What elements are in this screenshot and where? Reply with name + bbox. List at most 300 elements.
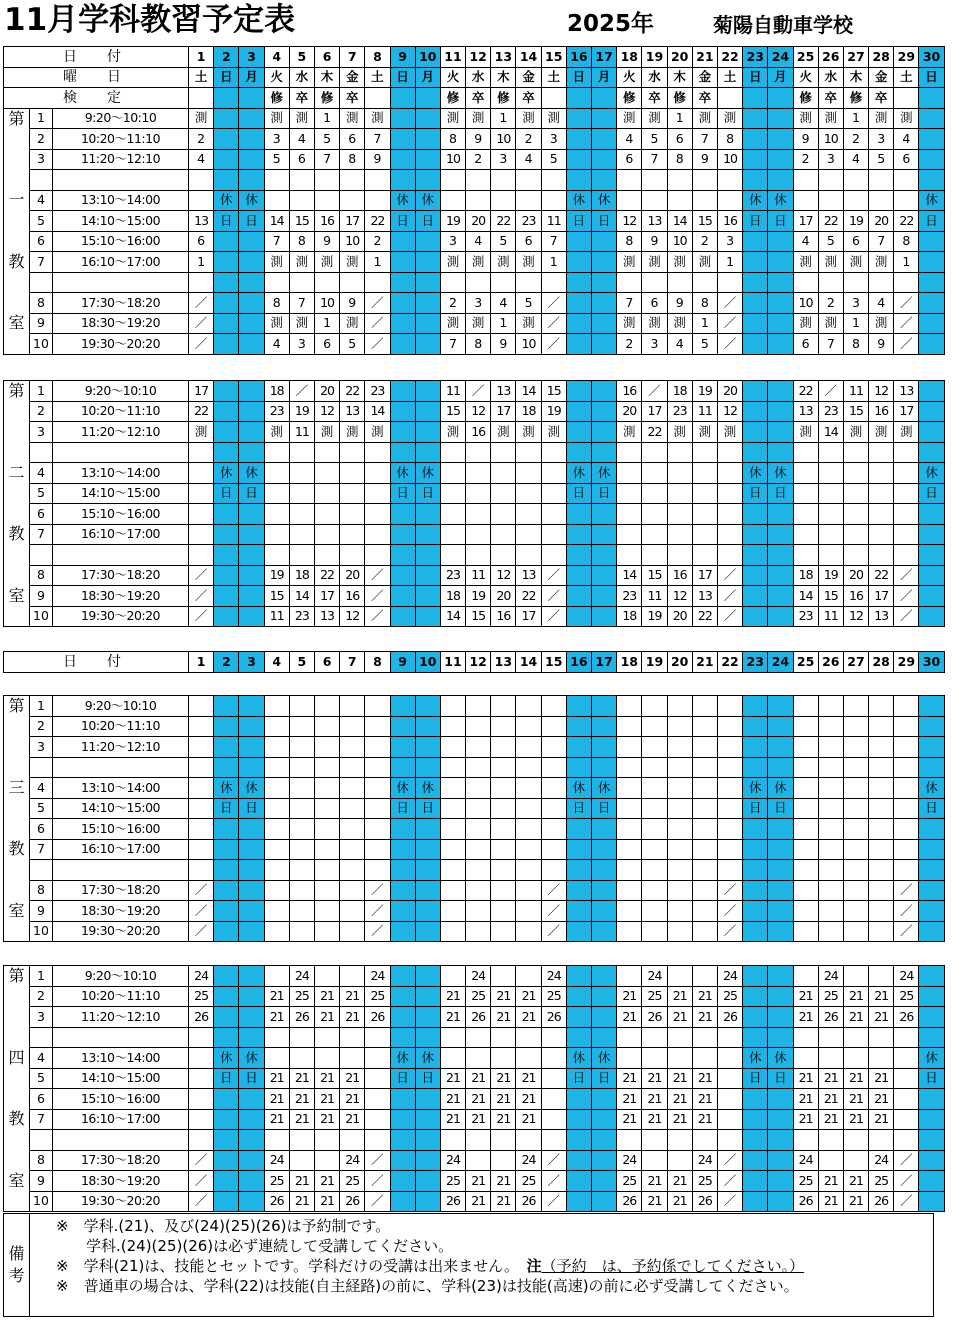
schedule-cell: 26 <box>264 1191 289 1212</box>
period-number: 8 <box>30 880 53 901</box>
gap-cell <box>566 1130 591 1151</box>
schedule-cell <box>214 1109 239 1130</box>
schedule-cell <box>592 565 617 586</box>
schedule-cell: 8 <box>440 129 465 150</box>
schedule-cell: 21 <box>516 1089 541 1110</box>
gap-cell <box>314 545 339 566</box>
schedule-cell <box>541 1089 566 1110</box>
schedule-cell <box>541 504 566 525</box>
schedule-cell <box>843 716 868 737</box>
schedule-cell <box>314 901 339 922</box>
schedule-cell <box>768 108 793 129</box>
schedule-cell <box>390 313 415 334</box>
schedule-cell <box>592 921 617 942</box>
date-row-cell: 22 <box>717 652 742 673</box>
gap-cell <box>592 272 617 293</box>
schedule-cell: 10 <box>516 334 541 355</box>
schedule-cell: 1 <box>365 252 390 273</box>
schedule-cell <box>566 149 591 170</box>
schedule-cell <box>869 901 894 922</box>
gap-cell <box>592 860 617 881</box>
schedule-cell <box>919 149 944 170</box>
schedule-cell <box>365 819 390 840</box>
schedule-cell <box>289 483 314 504</box>
remark-line: ※ 普通車の場合は、学科(22)は技能(自主経路)の前に、学科(23)は技能(高速)の前に必ず受講してください。 <box>56 1277 799 1295</box>
schedule-cell <box>869 504 894 525</box>
schedule-cell: 5 <box>314 129 339 150</box>
schedule-cell: 24 <box>818 966 843 987</box>
schedule-cell <box>894 463 919 484</box>
gap-cell <box>793 1130 818 1151</box>
schedule-cell: 20 <box>340 565 365 586</box>
period-time: 10:20～11:10 <box>53 129 189 150</box>
schedule-cell <box>793 839 818 860</box>
schedule-cell: 測 <box>667 422 692 443</box>
schedule-cell <box>692 483 717 504</box>
schedule-cell <box>818 1150 843 1171</box>
gap-row <box>4 757 945 778</box>
schedule-cell <box>692 921 717 942</box>
gap-cell <box>717 1130 742 1151</box>
schedule-cell <box>516 737 541 758</box>
schedule-cell <box>541 190 566 211</box>
date-row-cell: 25 <box>793 47 818 68</box>
schedule-cell <box>869 778 894 799</box>
gap-cell <box>894 272 919 293</box>
schedule-cell <box>566 586 591 607</box>
room-label-cell <box>4 170 30 191</box>
schedule-cell <box>314 966 339 987</box>
gap-cell <box>314 272 339 293</box>
schedule-cell: 14 <box>818 422 843 443</box>
schedule-cell: 日 <box>239 483 264 504</box>
date-row-cell: 28 <box>869 47 894 68</box>
schedule-cell: 測 <box>289 313 314 334</box>
schedule-cell <box>214 108 239 129</box>
schedule-cell <box>919 504 944 525</box>
schedule-cell <box>415 1109 440 1130</box>
schedule-cell <box>692 880 717 901</box>
schedule-cell: 19 <box>692 381 717 402</box>
period-time: 16:10～17:00 <box>53 1109 189 1130</box>
gap-cell <box>617 442 642 463</box>
schedule-cell: 測 <box>340 422 365 443</box>
schedule-cell: 15 <box>289 211 314 232</box>
schedule-cell <box>717 798 742 819</box>
schedule-cell: 測 <box>793 313 818 334</box>
weekday-row-cell: 金 <box>516 67 541 88</box>
schedule-cell: 21 <box>793 1068 818 1089</box>
schedule-cell: 日 <box>239 211 264 232</box>
gap-cell <box>818 170 843 191</box>
schedule-cell: 測 <box>466 252 491 273</box>
period-row <box>4 334 945 355</box>
gap-cell <box>793 545 818 566</box>
gap-cell <box>340 170 365 191</box>
schedule-cell <box>617 819 642 840</box>
gap-cell <box>53 860 189 881</box>
date-row <box>4 47 945 68</box>
date-row-cell: 29 <box>894 652 919 673</box>
schedule-cell: 22 <box>516 586 541 607</box>
schedule-cell <box>617 778 642 799</box>
gap-cell <box>340 442 365 463</box>
inspection-row-cell: 修 <box>793 88 818 109</box>
gap-cell <box>566 442 591 463</box>
gap-cell <box>541 170 566 191</box>
schedule-cell <box>214 880 239 901</box>
schedule-cell <box>566 565 591 586</box>
schedule-cell: 11 <box>843 381 868 402</box>
schedule-cell <box>642 716 667 737</box>
schedule-cell <box>768 524 793 545</box>
schedule-cell <box>566 966 591 987</box>
schedule-cell: 測 <box>894 108 919 129</box>
gap-cell <box>843 170 868 191</box>
schedule-cell: ／ <box>365 334 390 355</box>
schedule-cell: 休 <box>239 190 264 211</box>
gap-cell <box>894 1027 919 1048</box>
schedule-cell <box>239 334 264 355</box>
schedule-cell: 22 <box>314 565 339 586</box>
schedule-cell <box>592 313 617 334</box>
date-row-cell: 16 <box>566 652 591 673</box>
schedule-cell <box>592 819 617 840</box>
gap-cell <box>491 1130 516 1151</box>
gap-cell <box>264 757 289 778</box>
schedule-cell <box>566 252 591 273</box>
schedule-cell <box>566 921 591 942</box>
schedule-cell: 2 <box>818 293 843 314</box>
schedule-cell: 休 <box>415 190 440 211</box>
schedule-cell <box>743 880 768 901</box>
schedule-cell: 休 <box>566 778 591 799</box>
schedule-cell <box>189 1089 214 1110</box>
schedule-cell <box>717 1089 742 1110</box>
period-row <box>4 504 945 525</box>
schedule-cell <box>541 483 566 504</box>
schedule-cell: 11 <box>466 565 491 586</box>
schedule-cell <box>415 1150 440 1171</box>
room-label-char: 第 <box>4 381 30 402</box>
room-label-cell <box>4 798 30 819</box>
schedule-cell: 日 <box>743 483 768 504</box>
weekday-row-cell: 月 <box>415 67 440 88</box>
period-number: 10 <box>30 334 53 355</box>
schedule-cell: 15 <box>692 211 717 232</box>
gap-cell <box>566 1027 591 1048</box>
schedule-cell <box>365 1089 390 1110</box>
schedule-cell: 21 <box>692 986 717 1007</box>
weekday-row-cell: 火 <box>264 67 289 88</box>
date-row-cell: 15 <box>541 652 566 673</box>
gap-cell <box>30 170 53 191</box>
schedule-cell: 1 <box>491 108 516 129</box>
schedule-cell: 25 <box>289 986 314 1007</box>
schedule-cell: 3 <box>466 293 491 314</box>
schedule-cell <box>289 798 314 819</box>
schedule-cell: 日 <box>566 483 591 504</box>
schedule-cell: ／ <box>894 1171 919 1192</box>
schedule-cell <box>717 190 742 211</box>
schedule-cell: 26 <box>289 1007 314 1028</box>
gap-cell <box>717 1027 742 1048</box>
schedule-cell <box>390 401 415 422</box>
gap-cell <box>214 442 239 463</box>
schedule-cell: 測 <box>667 252 692 273</box>
schedule-cell: 休 <box>743 463 768 484</box>
gap-cell <box>440 170 465 191</box>
schedule-cell: 21 <box>314 1109 339 1130</box>
period-row <box>4 798 945 819</box>
schedule-cell: 2 <box>617 334 642 355</box>
schedule-cell: 18 <box>264 381 289 402</box>
schedule-cell: 日 <box>415 798 440 819</box>
schedule-cell: 16 <box>491 606 516 627</box>
schedule-cell <box>592 231 617 252</box>
schedule-cell: 休 <box>390 778 415 799</box>
schedule-cell: 日 <box>743 1068 768 1089</box>
schedule-cell: 測 <box>440 108 465 129</box>
schedule-cell: 21 <box>843 1109 868 1130</box>
period-number: 7 <box>30 839 53 860</box>
gap-cell <box>869 272 894 293</box>
schedule-cell: 17 <box>894 401 919 422</box>
schedule-cell: ／ <box>541 901 566 922</box>
room-label-cell <box>4 986 30 1007</box>
gap-cell <box>717 442 742 463</box>
period-number: 7 <box>30 524 53 545</box>
schedule-cell: 21 <box>843 1171 868 1192</box>
schedule-cell <box>869 696 894 717</box>
schedule-cell: 8 <box>717 129 742 150</box>
date-row-cell: 20 <box>667 47 692 68</box>
gap-row <box>4 545 945 566</box>
inspection-row-cell <box>390 88 415 109</box>
gap-cell <box>743 860 768 881</box>
schedule-cell <box>289 901 314 922</box>
schedule-cell <box>667 716 692 737</box>
schedule-cell <box>365 798 390 819</box>
schedule-cell <box>919 819 944 840</box>
inspection-row-cell: 卒 <box>289 88 314 109</box>
schedule-cell <box>466 483 491 504</box>
schedule-cell <box>642 737 667 758</box>
schedule-cell <box>843 504 868 525</box>
schedule-cell <box>869 524 894 545</box>
date-row-cell: 18 <box>617 652 642 673</box>
schedule-cell: 11 <box>289 422 314 443</box>
schedule-cell <box>818 524 843 545</box>
inspection-row-label: 検 定 <box>4 88 189 109</box>
gap-cell <box>818 1027 843 1048</box>
schedule-cell: 8 <box>843 334 868 355</box>
period-time: 17:30～18:20 <box>53 880 189 901</box>
schedule-cell <box>743 381 768 402</box>
schedule-cell <box>289 737 314 758</box>
schedule-cell: 5 <box>516 293 541 314</box>
schedule-cell <box>566 1089 591 1110</box>
period-row <box>4 1150 945 1171</box>
weekday-row-cell: 水 <box>818 67 843 88</box>
schedule-cell: 10 <box>340 231 365 252</box>
schedule-cell <box>894 737 919 758</box>
schedule-cell: 12 <box>314 401 339 422</box>
schedule-cell: 日 <box>566 798 591 819</box>
schedule-cell <box>743 334 768 355</box>
date-row-cell: 30 <box>919 652 944 673</box>
schedule-cell <box>491 737 516 758</box>
schedule-cell: 6 <box>642 293 667 314</box>
schedule-cell <box>415 108 440 129</box>
schedule-cell: 休 <box>239 778 264 799</box>
room-label-char: 教 <box>4 252 30 273</box>
schedule-cell <box>768 1089 793 1110</box>
schedule-cell: 21 <box>667 1109 692 1130</box>
schedule-cell <box>919 839 944 860</box>
gap-cell <box>743 545 768 566</box>
schedule-cell <box>440 716 465 737</box>
schedule-cell <box>289 839 314 860</box>
schedule-cell <box>214 737 239 758</box>
period-number: 5 <box>30 483 53 504</box>
schedule-cell <box>340 819 365 840</box>
schedule-cell: 9 <box>340 293 365 314</box>
gap-cell <box>869 757 894 778</box>
schedule-cell <box>919 606 944 627</box>
room-label-char: 四 <box>4 1048 30 1069</box>
schedule-cell: ／ <box>717 880 742 901</box>
gap-cell <box>189 545 214 566</box>
schedule-cell: 4 <box>793 231 818 252</box>
schedule-cell: 21 <box>340 1068 365 1089</box>
schedule-cell <box>869 483 894 504</box>
schedule-cell <box>667 483 692 504</box>
schedule-cell <box>566 716 591 737</box>
remark-line: 学科.(24)(25)(26)は必ず連続して受講してください。 <box>56 1237 454 1255</box>
schedule-cell: 24 <box>869 1150 894 1171</box>
schedule-cell: 測 <box>440 422 465 443</box>
schedule-cell <box>566 1007 591 1028</box>
gap-cell <box>289 170 314 191</box>
schedule-cell <box>516 1048 541 1069</box>
schedule-cell <box>189 819 214 840</box>
schedule-cell: 測 <box>642 252 667 273</box>
gap-cell <box>365 1027 390 1048</box>
gap-cell <box>340 272 365 293</box>
schedule-cell <box>289 921 314 942</box>
schedule-cell: 測 <box>365 108 390 129</box>
gap-cell <box>239 860 264 881</box>
schedule-cell <box>516 880 541 901</box>
period-time: 18:30～19:20 <box>53 901 189 922</box>
gap-cell <box>365 757 390 778</box>
schedule-cell <box>365 190 390 211</box>
period-number: 3 <box>30 422 53 443</box>
room-label-cell <box>4 401 30 422</box>
schedule-cell <box>843 819 868 840</box>
schedule-cell <box>566 313 591 334</box>
schedule-cell: 5 <box>541 149 566 170</box>
gap-cell <box>466 1027 491 1048</box>
schedule-cell: 測 <box>340 313 365 334</box>
schedule-cell: 21 <box>491 1007 516 1028</box>
schedule-cell <box>566 819 591 840</box>
schedule-cell: 15 <box>843 401 868 422</box>
schedule-cell <box>365 1109 390 1130</box>
date-row-cell: 23 <box>743 47 768 68</box>
schedule-cell: 2 <box>516 129 541 150</box>
schedule-cell: 休 <box>768 190 793 211</box>
schedule-cell <box>466 798 491 819</box>
schedule-cell <box>415 524 440 545</box>
schedule-cell: 17 <box>642 401 667 422</box>
room-label-char: 教 <box>4 839 30 860</box>
schedule-cell: ／ <box>717 334 742 355</box>
schedule-cell: ／ <box>541 293 566 314</box>
schedule-cell: 26 <box>340 1191 365 1212</box>
date-strip-table <box>3 651 945 673</box>
period-time: 18:30～19:20 <box>53 586 189 607</box>
gap-cell <box>743 442 768 463</box>
schedule-cell <box>692 901 717 922</box>
schedule-cell: 3 <box>869 129 894 150</box>
gap-cell <box>743 272 768 293</box>
gap-cell <box>289 757 314 778</box>
schedule-cell <box>466 1150 491 1171</box>
schedule-cell <box>642 483 667 504</box>
period-row <box>4 819 945 840</box>
period-number: 6 <box>30 504 53 525</box>
period-row <box>4 108 945 129</box>
schedule-cell <box>894 1109 919 1130</box>
schedule-cell <box>592 381 617 402</box>
inspection-row-cell: 修 <box>264 88 289 109</box>
schedule-cell <box>289 716 314 737</box>
gap-cell <box>239 1027 264 1048</box>
schedule-cell: 休 <box>919 778 944 799</box>
gap-cell <box>264 1027 289 1048</box>
gap-cell <box>617 545 642 566</box>
schedule-cell: 14 <box>289 586 314 607</box>
schedule-cell: 7 <box>289 293 314 314</box>
schedule-cell: 測 <box>189 422 214 443</box>
gap-cell <box>289 860 314 881</box>
schedule-cell <box>541 1068 566 1089</box>
schedule-cell: 14 <box>440 606 465 627</box>
schedule-cell: 21 <box>440 1068 465 1089</box>
schedule-cell: 日 <box>390 483 415 504</box>
period-row <box>4 1068 945 1089</box>
period-time: 16:10～17:00 <box>53 839 189 860</box>
schedule-cell: 9 <box>793 129 818 150</box>
schedule-cell <box>491 839 516 860</box>
schedule-cell <box>894 524 919 545</box>
period-time: 15:10～16:00 <box>53 504 189 525</box>
schedule-cell: 21 <box>869 1109 894 1130</box>
gap-cell <box>415 1027 440 1048</box>
period-number: 2 <box>30 716 53 737</box>
date-row-cell: 27 <box>843 47 868 68</box>
room-label-cell <box>4 422 30 443</box>
period-row <box>4 231 945 252</box>
schedule-cell <box>440 1048 465 1069</box>
schedule-cell: 12 <box>667 586 692 607</box>
schedule-cell: 3 <box>264 129 289 150</box>
schedule-cell: 休 <box>415 1048 440 1069</box>
schedule-cell <box>768 1007 793 1028</box>
schedule-cell: 21 <box>289 1089 314 1110</box>
